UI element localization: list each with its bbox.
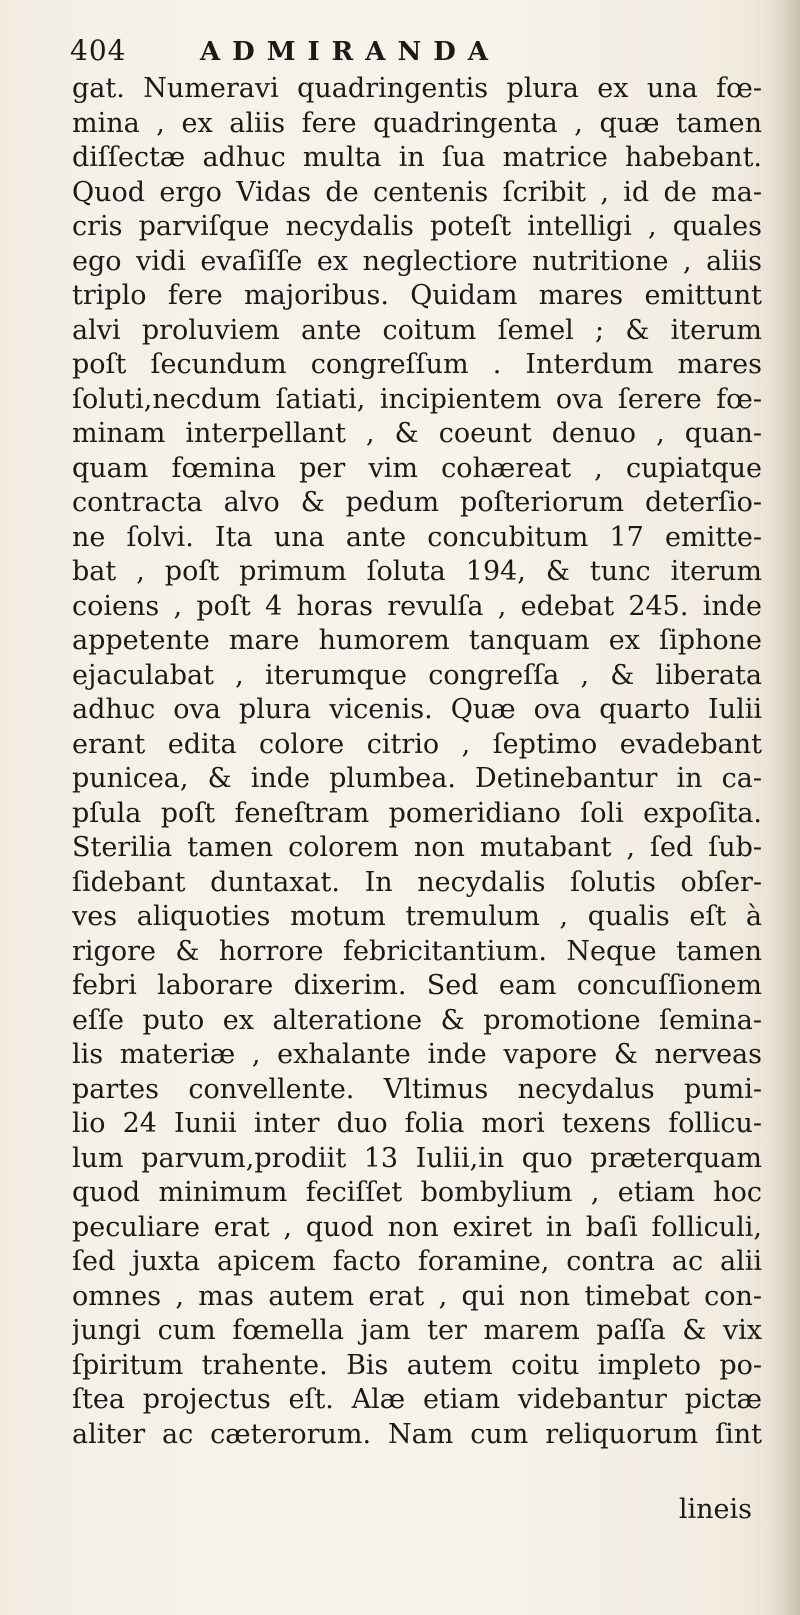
text-line: peculiare erat , quod non exiret in baſi folliculi, (72, 1211, 762, 1243)
text-line: lio 24 Iunii inter duo folia mori texens follicu- (72, 1108, 762, 1139)
text-line: lum parvum,prodiit 13 Iulii,in quo præterquam (72, 1142, 762, 1174)
text-line: quod minimum feciſſet bombylium , etiam hoc (72, 1177, 762, 1208)
text-line: ego vidi evaſiſſe ex neglectiore nutritione , aliis (72, 245, 762, 277)
text-line: lis materiæ , exhalante inde vapore & nerveas (72, 1039, 762, 1070)
text-line: minam interpellant , & coeunt denuo , quan- (72, 418, 762, 449)
text-line: ſidebant duntaxat. In necydalis ſolutis obſer- (72, 866, 762, 898)
text-line: poſt ſecundum congreſſum . Interdum mares (72, 349, 762, 380)
page-header (70, 34, 770, 74)
text-line: ſtea projectus eſt. Alæ etiam videbantur pictæ (72, 1384, 762, 1415)
text-line: punicea, & inde plumbea. Detinebantur in ca- (72, 763, 762, 794)
text-line: ſpiritum trahente. Bis autem coitu impleto po- (72, 1349, 762, 1381)
text-line: Quod ergo Vidas de centenis ſcribit , id de ma- (72, 176, 762, 208)
text-line: quam fœmina per vim cohæreat , cupiatque (72, 452, 762, 484)
text-line: coiens , poſt 4 horas revulſa , edebat 245. inde (72, 590, 762, 622)
text-line: febri laborare dixerim. Sed eam concuſſionem (72, 970, 762, 1001)
text-line: ſed juxta apicem facto foramine, contra ac alii (72, 1246, 762, 1277)
text-line: gat. Numeravi quadringentis plura ex una fœ- (72, 73, 762, 104)
page-edge-shadow (770, 0, 800, 1615)
text-line: diſſectæ adhuc multa in ſua matrice habebant. (72, 142, 762, 173)
text-line: omnes , mas autem erat , qui non timebat con- (72, 1280, 762, 1312)
text-line: rigore & horrore febricitantium. Neque tamen (72, 935, 762, 967)
text-line: eſſe puto ex alteratione & promotione ſemina- (72, 1004, 762, 1036)
text-line: mina , ex aliis fere quadringenta , quæ tamen (72, 107, 762, 139)
text-line: jungi cum fœmella jam ter marem paſſa & vix (72, 1315, 762, 1346)
text-line: appetente mare humorem tanquam ex ſiphone (72, 625, 762, 656)
text-line: adhuc ova plura vicenis. Quæ ova quarto Iulii (72, 694, 762, 725)
catchword: lineis (678, 1494, 752, 1525)
text-line: erant edita colore citrio , ſeptimo evadebant (72, 728, 762, 760)
body-text (72, 72, 762, 1452)
text-line: ejaculabat , iterumque congreſſa , & liberata (72, 659, 762, 691)
text-line: aliter ac cæterorum. Nam cum reliquorum ſint (72, 1418, 762, 1450)
text-line: pſula poſt feneſtram pomeridiano ſoli expoſita. (72, 797, 762, 829)
text-line: partes convellente. Vltimus necydalus pumi- (72, 1073, 762, 1105)
text-line: bat , poſt primum ſoluta 194, & tunc iterum (72, 556, 762, 587)
text-line: alvi proluviem ante coitum ſemel ; & iterum (72, 314, 762, 346)
text-line: contracta alvo & pedum poſteriorum deterſio- (72, 487, 762, 518)
running-head: ADMIRANDA (200, 37, 500, 67)
page-number: 404 (70, 34, 127, 67)
text-line: Sterilia tamen colorem non mutabant , ſed ſub- (72, 832, 762, 863)
text-line: triplo fere majoribus. Quidam mares emittunt (72, 280, 762, 311)
text-line: cris parviſque necydalis poteſt intelligi , quales (72, 211, 762, 242)
text-line: ſoluti,necdum ſatiati, incipientem ova ſerere fœ- (72, 383, 762, 415)
text-line: ne ſolvi. Ita una ante concubitum 17 emitte- (72, 521, 762, 553)
text-line: ves aliquoties motum tremulum , qualis eſt à (72, 901, 762, 932)
